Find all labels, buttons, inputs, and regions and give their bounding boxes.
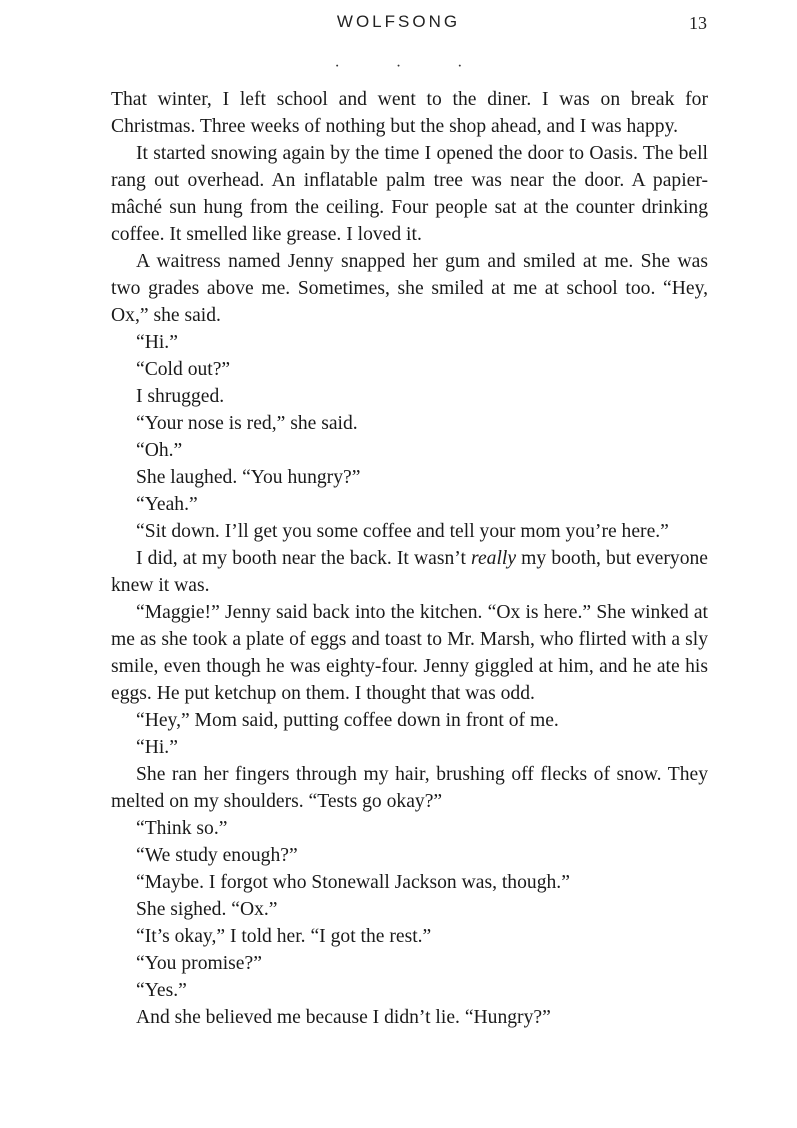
paragraph: It started snowing again by the time I opened the door to Oasis. The bell rang out overhead. An inflatable palm tree was near the door. A papier-mâché sun hung from the ceiling. Four people sat at the counter drinking coffee. It smelled like grease. I loved it. (111, 143, 708, 245)
dialogue-line: And she believed me because I didn’t lie. “Hungry?” (136, 1007, 551, 1028)
dialogue-line: “Sit down. I’ll get you some coffee and tell your mom you’re here.” (136, 521, 669, 542)
dialogue-line: She laughed. “You hungry?” (136, 467, 361, 488)
dialogue-line: “Hi.” (136, 332, 178, 353)
page-number: 13 (689, 13, 707, 33)
paragraph-text-before: I did, at my booth near the back. It wasn’t (136, 548, 472, 569)
paragraph: A waitress named Jenny snapped her gum and smiled at me. She was two grades above me. Sometimes, she smiled at me at school too. “Hey, Ox,” she said. (111, 251, 708, 326)
chapter-body-text (111, 86, 708, 1031)
dialogue-line: “Maybe. I forgot who Stonewall Jackson was, though.” (136, 872, 570, 893)
paragraph: She ran her fingers through my hair, brushing off flecks of snow. They melted on my shoulders. “Tests go okay?” (111, 764, 708, 812)
dialogue-line: “Hi.” (136, 737, 178, 758)
dialogue-line: “Hey,” Mom said, putting coffee down in front of me. (136, 710, 559, 731)
running-head-title: WOLFSONG (336, 12, 461, 31)
dialogue-line: “Yeah.” (136, 494, 198, 515)
emphasized-word: really (471, 548, 517, 569)
dialogue-line: “You promise?” (136, 953, 262, 974)
paragraph: “Maggie!” Jenny said back into the kitchen. “Ox is here.” She winked at me as she took a plate of eggs and toast to Mr. Marsh, who flirted with a sly smile, even though he was eighty-four. Jenny giggled at him, and he ate his eggs. He put ketchup on them. I thought that was odd. (111, 602, 708, 704)
dialogue-line: I shrugged. (136, 386, 225, 407)
scene-break: · · · (334, 58, 489, 75)
dialogue-line: “Your nose is red,” she said. (136, 413, 358, 434)
dialogue-line: “Yes.” (136, 980, 187, 1001)
dialogue-line: “Think so.” (136, 818, 228, 839)
paragraph-text-after: my booth, but everyone knew it was. (111, 548, 708, 596)
paragraph-with-emphasis (111, 545, 708, 599)
dialogue-line: She sighed. “Ox.” (136, 899, 278, 920)
paragraph: That winter, I left school and went to the diner. I was on break for Christmas. Three weeks of nothing but the shop ahead, and I was happy. (111, 89, 708, 137)
dialogue-line: “Oh.” (136, 440, 183, 461)
dialogue-line: “We study enough?” (136, 845, 298, 866)
dialogue-line: “Cold out?” (136, 359, 231, 380)
dialogue-line: “It’s okay,” I told her. “I got the rest.” (136, 926, 432, 947)
